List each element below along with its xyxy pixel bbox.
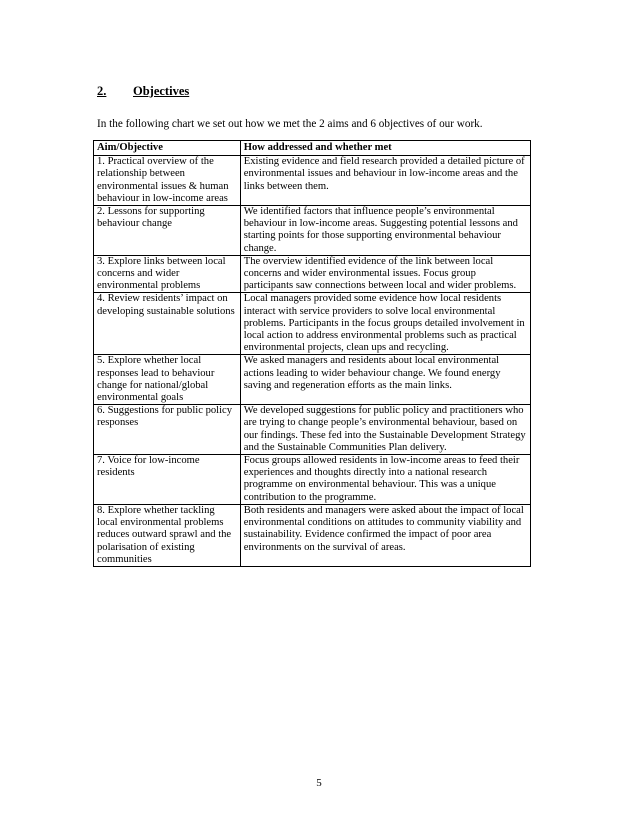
table-row [94, 206, 531, 256]
how-cell: Both residents and managers were asked about the impact of local environmental conditions on attitudes to community viability and sustainability. Evidence confirmed the impact of poor area environments on the survival of areas. [240, 504, 530, 566]
how-cell: We developed suggestions for public policy and practitioners who are trying to change people’s environmental behaviour, based on our findings. These fed into the Sustainable Development Strategy and the Sustainable Communities Plan delivery. [240, 405, 530, 455]
table-row [94, 293, 531, 355]
how-cell: Local managers provided some evidence how local residents interact with service providers to solve local environmental problems. Participants in the focus groups detailed involvement in local action to address environmental problems such as practical environmental projects, clean ups and recycling. [240, 293, 530, 355]
aim-cell: 2. Lessons for supporting behaviour change [94, 206, 241, 256]
header-how-addressed: How addressed and whether met [240, 141, 530, 156]
aim-cell: 1. Practical overview of the relationship between environmental issues & human behaviour in low-income areas [94, 156, 241, 206]
aim-cell: 3. Explore links between local concerns and wider environmental problems [94, 255, 241, 293]
table-row [94, 156, 531, 206]
how-cell: We asked managers and residents about local environmental actions leading to wider behaviour change. We found energy saving and regeneration efforts as the main links. [240, 355, 530, 405]
aim-cell: 6. Suggestions for public policy responses [94, 405, 241, 455]
table-header-row [94, 141, 531, 156]
how-cell: Existing evidence and field research provided a detailed picture of environmental issues and behaviour in low-income areas and the links between them. [240, 156, 530, 206]
table-row [94, 504, 531, 566]
table-row [94, 455, 531, 505]
page-number: 5 [316, 777, 322, 789]
objectives-table [93, 140, 531, 567]
section-title: Objectives [133, 84, 190, 98]
section-number: 2. [97, 84, 107, 98]
header-aim-objective: Aim/Objective [94, 141, 241, 156]
intro-paragraph: In the following chart we set out how we met the 2 aims and 6 objectives of our work. [97, 118, 483, 130]
aim-cell: 4. Review residents’ impact on developing sustainable solutions [94, 293, 241, 355]
section-heading [97, 84, 189, 99]
table-row [94, 255, 531, 293]
table-row [94, 405, 531, 455]
how-cell: The overview identified evidence of the link between local concerns and wider environmental issues. Focus group participants saw connections between local and wider problems. [240, 255, 530, 293]
aim-cell: 5. Explore whether local responses lead to behaviour change for national/global environmental goals [94, 355, 241, 405]
table-row [94, 355, 531, 405]
aim-cell: 7. Voice for low-income residents [94, 455, 241, 505]
how-cell: Focus groups allowed residents in low-income areas to feed their experiences and thoughts directly into a national research programme on environmental behaviour. This was a unique contribution to the programme. [240, 455, 530, 505]
how-cell: We identified factors that influence people’s environmental behaviour in low-income areas. Suggesting potential lessons and starting points for those supporting environmental behaviour change. [240, 206, 530, 256]
aim-cell: 8. Explore whether tackling local environmental problems reduces outward sprawl and the polarisation of existing communities [94, 504, 241, 566]
